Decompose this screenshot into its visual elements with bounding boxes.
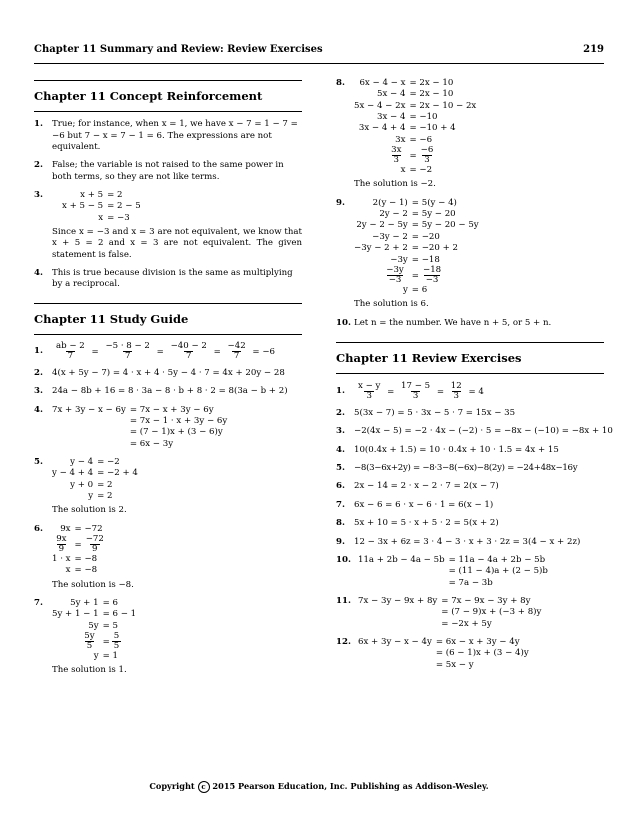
- right-column: [336, 78, 613, 671]
- concept-item-4: 4. This is true because division is the same as multiplying by a reciprocal.: [34, 267, 293, 290]
- page-header: [34, 44, 604, 55]
- concept-item-1: 1. True; for instance, when x = 1, we have x − 7 = 1 − 7 = −6 but 7 − x = 7 − 1 = 6. The expressions are not equivalent.: [34, 119, 298, 152]
- solution-text: The solution is −2.: [354, 179, 436, 190]
- review-item-11: 11. 7x − 3y − 9x + 8y = 7x − 9x − 3y + 8y = (7 − 9)x + (−3 + 8)y = −2x + 5y: [336, 596, 604, 630]
- review-item-1: 1. $\frac{x - y}{3}$ = $\frac{17 - 5}{3}$ = $\frac{12}{3}$ = 4: [336, 382, 604, 401]
- concept-item-3: 3. x + 5 = 2 x + 5 − 5 = 2 − 5 x = −3 Since x = −3 and x = 3 are not equivalent, we know that x + 5 = 2 and x = 3 are not equivalent. The given statement is false.: [34, 189, 302, 260]
- left-column: [34, 80, 302, 677]
- review-item-5: 5. −8(3−6x+2y) = −8·3−8(−6x)−8(2y) = −24+48x−16y: [336, 463, 578, 474]
- equation-steps: 7x − 3y − 9x + 8y = 7x − 9x − 3y + 8y = (7 − 9)x + (−3 + 8)y = −2x + 5y: [358, 595, 542, 629]
- guide-item-6: 6. 9x = −72 $\frac{9x}{9}$ = $\frac{-72}{9}$ 1 · x = −8 x = −8 The solution is −8.: [34, 524, 302, 591]
- review-item-2: 2. 5(3x − 7) = 5 · 3x − 5 · 7 = 15x − 35: [336, 408, 516, 419]
- solution-text: The solution is 6.: [354, 299, 429, 310]
- review-item-9: 9. 12 − 3x + 6z = 3 · 4 − 3 · x + 3 · 2z = 3(4 − x + 2z): [336, 536, 581, 547]
- equation-steps: y − 4 = −2 y − 4 + 4 = −2 + 4 y + 0 = 2 y = 2: [52, 456, 138, 501]
- review-item-3: 3. −2(4x − 5) = −2 · 4x − (−2) · 5 = −8x − (−10) = −8x + 10: [336, 426, 613, 437]
- explanation-text: Since x = −3 and x = 3 are not equivalent, we know that x + 5 = 2 and x = 3 are not equivalent. The given statement is false.: [52, 226, 302, 260]
- page-number: 219: [583, 44, 604, 55]
- guide-item-3: 3. 24a − 8b + 16 = 8 · 3a − 8 · b + 8 · 2 = 8(3a − b + 2): [34, 386, 288, 397]
- guide-item-10: 10. Let n = the number. We have n + 5, or 5 + n.: [336, 317, 552, 328]
- review-section-title: Chapter 11 Review Exercises: [336, 350, 522, 365]
- equation-steps: 6x + 3y − x − 4y = 6x − x + 3y − 4y = (6 − 1)x + (3 − 4)y = 5x − y: [358, 636, 529, 670]
- concept-item-2: 2. False; the variable is not raised to the same power in both terms, so they are not like terms.: [34, 160, 284, 182]
- equation-steps: 5y + 1 = 6 5y + 1 − 1 = 6 − 1 5y = 5 $\frac{5y}{5}$ = $\frac{5}{5}$ y = 1: [52, 598, 137, 662]
- section-rule: [34, 111, 302, 112]
- guide-item-5: 5. y − 4 = −2 y − 4 + 4 = −2 + 4 y + 0 = 2 y = 2 The solution is 2.: [34, 457, 302, 517]
- guide-item-2: 2. 4(x + 5y − 7) = 4 · x + 4 · 5y − 4 · 7 = 4x + 20y − 28: [34, 367, 285, 378]
- review-item-12: 12. 6x + 3y − x − 4y = 6x − x + 3y − 4y = (6 − 1)x + (3 − 4)y = 5x − y: [336, 637, 604, 671]
- guide-item-1: 1. $\frac{ab - 2}{7}$ = $\frac{-5 \cdot 8 - 2}{7}$ = $\frac{-40 - 2}{7}$ = $\frac{-42}{7}$ = −6: [34, 342, 302, 361]
- guide-item-8: 8. 6x − 4 − x = 2x − 10 5x − 4 = 2x − 10 5x − 4 − 2x = 2x − 10 − 2x 3x − 4 = −10 3x − 4 + 4 = −10 + 4 3x = −6 $\frac{3x}{3}$ = $\frac{-6}{3}$ x = −2 The solution is −2.: [336, 78, 604, 191]
- equation-steps: 2(y − 1) = 5(y − 4) 2y − 2 = 5y − 20 2y − 2 − 5y = 5y − 20 − 5y −3y − 2 = −20 −3y − 2 + 2 = −20 + 2 −3y = −18 $\frac{-3y}{-3}$ = $\frac{-18}{-3}$ y = 6: [354, 197, 479, 295]
- equation-steps: x + 5 = 2 x + 5 − 5 = 2 − 5 x = −3: [62, 189, 141, 223]
- header-rule: [34, 63, 604, 64]
- equation-steps: 11a + 2b − 4a − 5b = 11a − 4a + 2b − 5b = (11 − 4)a + (2 − 5)b = 7a − 3b: [358, 554, 548, 588]
- solution-text: The solution is 2.: [52, 505, 127, 516]
- fraction-expression: $\frac{x - y}{3}$ = $\frac{17 - 5}{3}$ = $\frac{12}{3}$ = 4: [358, 381, 484, 402]
- equation-steps: 6x − 4 − x = 2x − 10 5x − 4 = 2x − 10 5x − 4 − 2x = 2x − 10 − 2x 3x − 4 = −10 3x − 4 + 4 = −10 + 4 3x = −6 $\frac{3x}{3}$ = $\frac{-6}{3}$ x = −2: [354, 78, 477, 176]
- solution-text: The solution is 1.: [52, 665, 127, 676]
- review-item-10: 10. 11a + 2b − 4a − 5b = 11a − 4a + 2b − 5b = (11 − 4)a + (2 − 5)b = 7a − 3b: [336, 555, 604, 589]
- solution-text: The solution is −8.: [52, 579, 134, 590]
- guide-item-4: 4. 7x + 3y − x − 6y = 7x − x + 3y − 6y = 7x − 1 · x + 3y − 6y = (7 − 1)x + (3 − 6)y = 6x − 3y: [34, 405, 302, 450]
- fraction-expression: $\frac{ab - 2}{7}$ = $\frac{-5 \cdot 8 - 2}{7}$ = $\frac{-40 - 2}{7}$ = $\frac{-42}{7}$ = −6: [56, 340, 276, 361]
- guide-item-7: 7. 5y + 1 = 6 5y + 1 − 1 = 6 − 1 5y = 5 $\frac{5y}{5}$ = $\frac{5}{5}$ y = 1 The solution is 1.: [34, 598, 302, 677]
- running-title: Chapter 11 Summary and Review: Review Exercises: [34, 44, 323, 55]
- review-item-8: 8. 5x + 10 = 5 · x + 5 · 2 = 5(x + 2): [336, 518, 499, 529]
- section-rule: [336, 373, 604, 374]
- equation-steps: 7x + 3y − x − 6y = 7x − x + 3y − 6y = 7x − 1 · x + 3y − 6y = (7 − 1)x + (3 − 6)y = 6x − 3y: [52, 404, 228, 449]
- copyright-footer: Copyright c 2015 Pearson Education, Inc. Publishing as Addison-Wesley.: [149, 781, 489, 791]
- review-item-7: 7. 6x − 6 = 6 · x − 6 · 1 = 6(x − 1): [336, 499, 494, 510]
- section-rule: [34, 334, 302, 335]
- review-item-4: 4. 10(0.4x + 1.5) = 10 · 0.4x + 10 · 1.5 = 4x + 15: [336, 444, 559, 455]
- guide-section-title: Chapter 11 Study Guide: [34, 311, 189, 326]
- equation-steps: 9x = −72 $\frac{9x}{9}$ = $\frac{-72}{9}$ 1 · x = −8 x = −8: [52, 523, 104, 576]
- guide-item-9: 9. 2(y − 1) = 5(y − 4) 2y − 2 = 5y − 20 2y − 2 − 5y = 5y − 20 − 5y −3y − 2 = −20 −3y − 2 + 2 = −20 + 2 −3y = −18 $\frac{-3y}{-3}$ = $\frac{-18}{-3}$ y = 6 The solution is 6.: [336, 198, 604, 311]
- copyright-icon: c: [198, 781, 210, 793]
- concept-section-title: Chapter 11 Concept Reinforcement: [34, 89, 263, 103]
- review-item-6: 6. 2x − 14 = 2 · x − 2 · 7 = 2(x − 7): [336, 481, 499, 492]
